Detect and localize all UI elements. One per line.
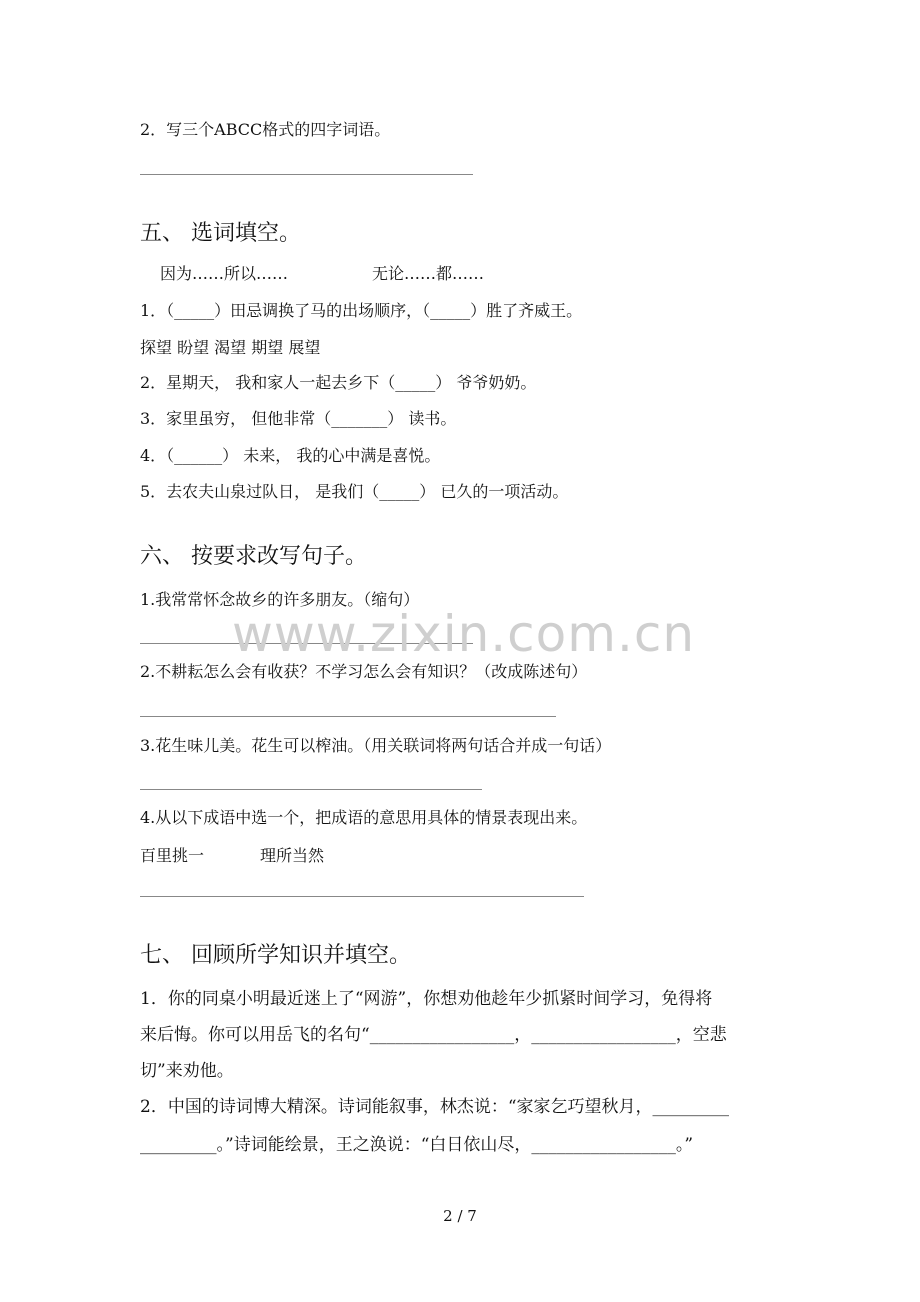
answer-line — [140, 174, 473, 175]
sec6-question-1: 1.我常常怀念故乡的许多朋友。（缩句） — [140, 590, 420, 609]
sec7-question-1-line-3: 切”来劝他。 — [140, 1061, 234, 1081]
section-7-title: 七、 回顾所学知识并填空。 — [140, 943, 411, 968]
sec7-question-1-line-2: 来后悔。你可以用岳飞的名句“_________________，_________________，空悲 — [140, 1025, 727, 1045]
answer-line — [140, 896, 584, 897]
sec7-question-2-line-2: _________。”诗词能绘景，王之涣说：“白日依山尽，_________________。” — [140, 1135, 694, 1155]
idiom-option-2: 理所当然 — [260, 846, 325, 865]
page-number: 2 / 7 — [443, 1207, 477, 1225]
sec5-question-4: 4．（______） 未来， 我的心中满是喜悦。 — [140, 446, 441, 465]
section-5-title: 五、 选词填空。 — [140, 221, 301, 246]
answer-line — [140, 716, 556, 717]
option-wulun-dou: 无论……都…… — [372, 264, 485, 283]
sec6-question-2: 2.不耕耘怎么会有收获？不学习怎么会有知识？（改成陈述句） — [140, 662, 588, 681]
answer-line — [140, 789, 482, 790]
option-yinwei-suoyi: 因为……所以…… — [160, 264, 289, 283]
word-bank: 探望 盼望 渴望 期望 展望 — [140, 338, 321, 357]
sec7-question-2-line-1: 2．中国的诗词博大精深。诗词能叙事，林杰说：“家家乞巧望秋月，_________ — [140, 1097, 730, 1117]
sec6-question-4: 4.从以下成语中选一个，把成语的意思用具体的情景表现出来。 — [140, 808, 588, 827]
section-6-title: 六、 按要求改写句子。 — [140, 544, 367, 569]
sec6-question-3: 3.花生味儿美。花生可以榨油。（用关联词将两句话合并成一句话） — [140, 736, 612, 755]
sec7-question-1-line-1: 1．你的同桌小明最近迷上了“网游”，你想劝他趁年少抓紧时间学习，免得将 — [140, 989, 713, 1009]
question-abcc-words: 2．写三个ABCC格式的四字词语。 — [140, 120, 391, 139]
sec5-question-5: 5．去农夫山泉过队日， 是我们（_____） 已久的一项活动。 — [140, 482, 569, 501]
sec5-question-3: 3．家里虽穷， 但他非常（_______） 读书。 — [140, 409, 457, 428]
idiom-option-1: 百里挑一 — [140, 846, 205, 865]
sec5-question-1: 1．（_____）田忌调换了马的出场顺序，（_____）胜了齐威王。 — [140, 301, 583, 320]
sec5-question-2: 2．星期天， 我和家人一起去乡下（_____） 爷爷奶奶。 — [140, 373, 537, 392]
watermark: www.zixin.com.cn — [232, 605, 696, 663]
